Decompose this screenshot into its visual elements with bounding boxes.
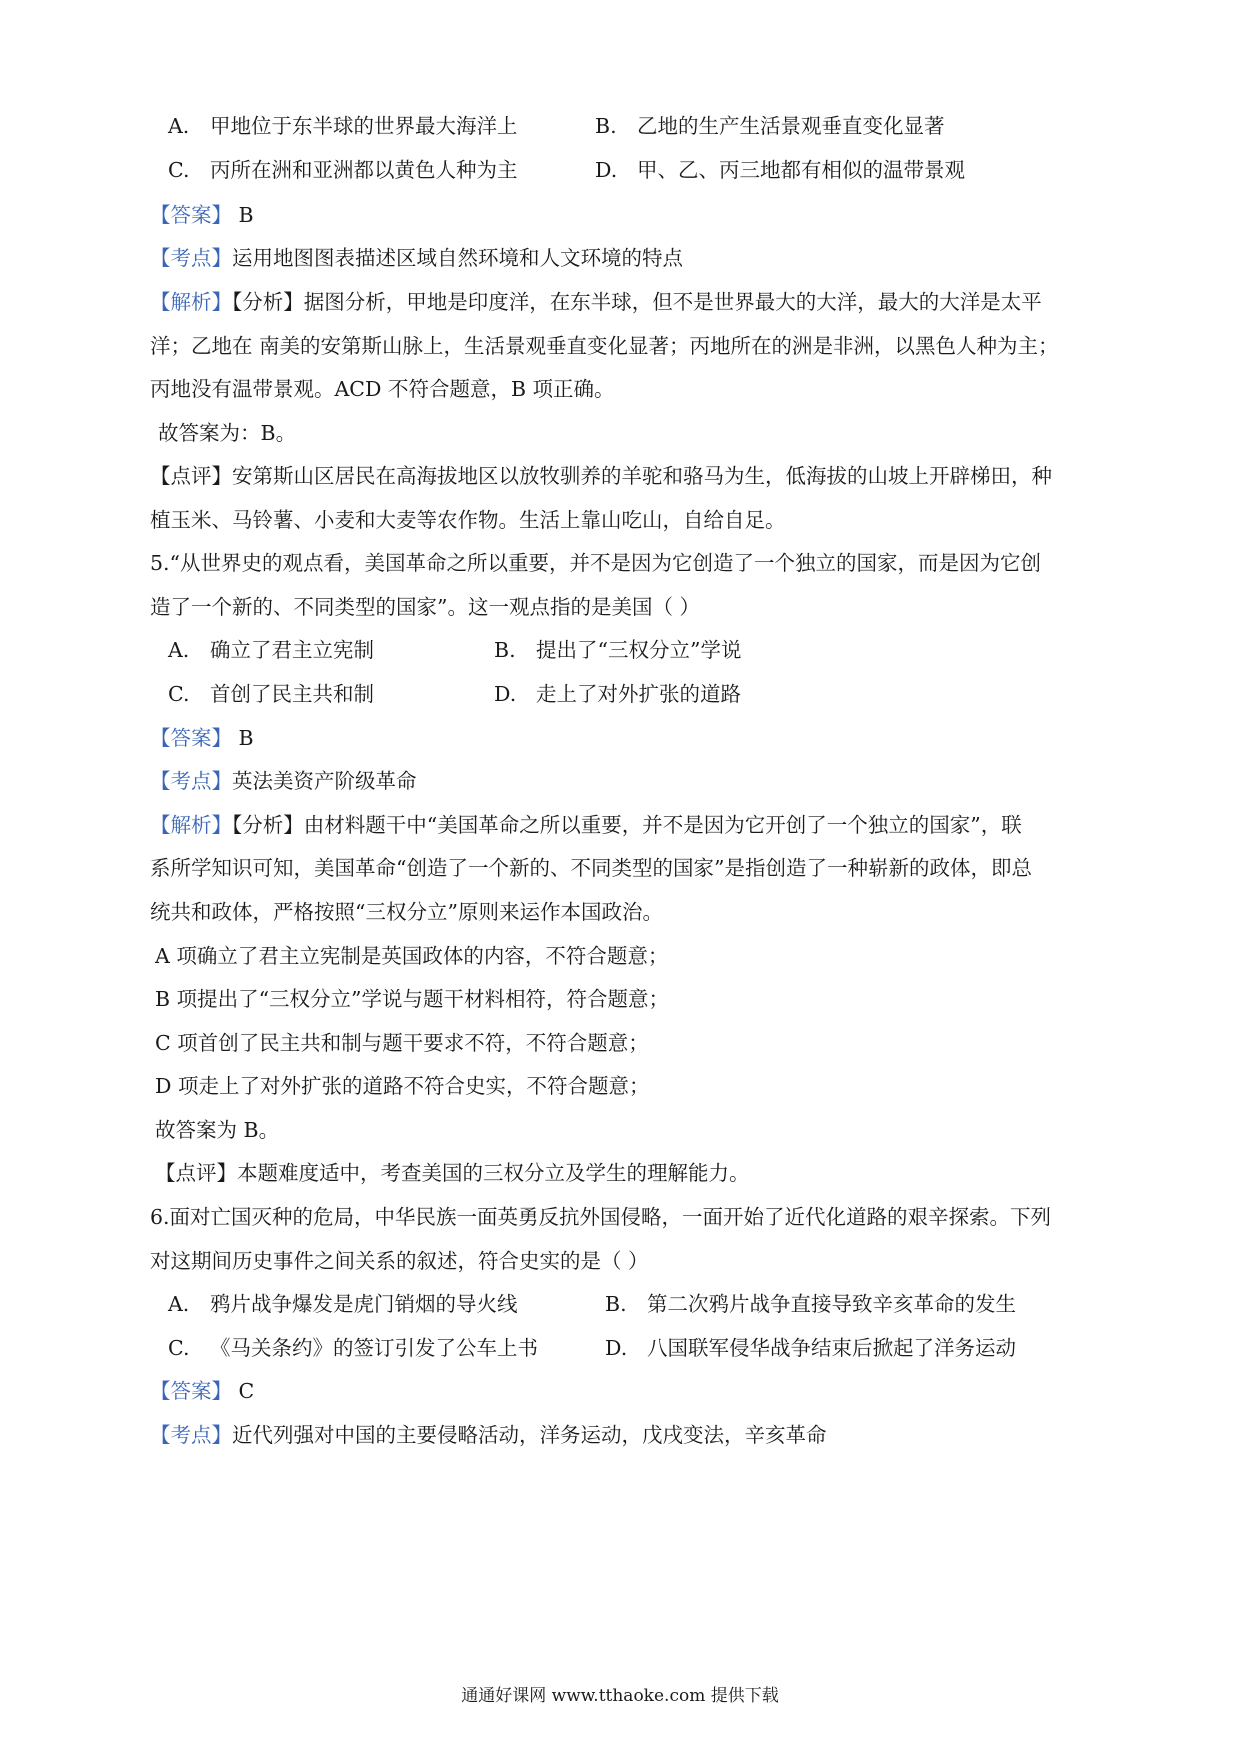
q4-option-a: A. 甲地位于东半球的世界最大海洋上 [168, 114, 518, 138]
q5-dianping: 【点评】本题难度适中，考查美国的三权分立及学生的理解能力。 [155, 1161, 750, 1185]
q6-kaodian: 【考点】近代列强对中国的主要侵略活动，洋务运动，戊戌变法，辛亥革命 [150, 1423, 827, 1447]
q5-jiexi-line-3: 统共和政体，严格按照“三权分立”原则来运作本国政治。 [150, 900, 663, 924]
q5-stem-line-2: 造了一个新的、不同类型的国家”。这一观点指的是美国（ ） [150, 595, 700, 619]
q5-answer: 【答案】 B [150, 726, 254, 750]
q5-option-d: D. 走上了对外扩张的道路 [494, 682, 741, 706]
q5-item-b: B 项提出了“三权分立”学说与题干材料相符，符合题意； [155, 987, 670, 1011]
q5-jiexi-line-1: 【解析】【分析】由材料题干中“美国革命之所以重要，并不是因为它开创了一个独立的国家”，联 [150, 813, 1022, 837]
q4-jiexi-line-2: 洋；乙地在 南美的安第斯山脉上，生活景观垂直变化显著；丙地所在的洲是非洲，以黑色人种为主； [150, 334, 1059, 358]
q5-kaodian: 【考点】英法美资产阶级革命 [150, 769, 417, 793]
q6-stem-line-2: 对这期间历史事件之间关系的叙述，符合史实的是（ ） [150, 1249, 649, 1273]
q5-stem-line-1: 5.“从世界史的观点看，美国革命之所以重要，并不是因为它创造了一个独立的国家，而是因为它创 [150, 551, 1042, 575]
q5-option-c: C. 首创了民主共和制 [168, 682, 374, 706]
q4-option-c: C. 丙所在洲和亚洲都以黄色人种为主 [168, 158, 518, 182]
q4-jiexi-line-1: 【解析】【分析】据图分析，甲地是印度洋，在东半球，但不是世界最大的大洋，最大的大洋是太平 [150, 290, 1042, 314]
q6-answer: 【答案】 C [150, 1379, 255, 1403]
q5-conclusion: 故答案为 B。 [155, 1118, 280, 1142]
q6-option-a: A. 鸦片战争爆发是虎门销烟的导火线 [168, 1292, 518, 1316]
q4-conclusion: 故答案为：B。 [158, 421, 297, 445]
q6-stem-line-1: 6.面对亡国灭种的危局，中华民族一面英勇反抗外国侵略，一面开始了近代化道路的艰辛探索。下列 [150, 1205, 1052, 1229]
q4-option-d: D. 甲、乙、丙三地都有相似的温带景观 [595, 158, 965, 182]
q5-item-a: A 项确立了君主立宪制是英国政体的内容，不符合题意； [155, 944, 669, 968]
q6-option-d: D. 八国联军侵华战争结束后掀起了洋务运动 [605, 1336, 1016, 1360]
q5-item-d: D 项走上了对外扩张的道路不符合史实，不符合题意； [155, 1074, 650, 1098]
q5-option-a: A. 确立了君主立宪制 [168, 638, 374, 662]
q4-option-b: B. 乙地的生产生活景观垂直变化显著 [595, 114, 945, 138]
q4-dianping-line-2: 植玉米、马铃薯、小麦和大麦等农作物。生活上靠山吃山，自给自足。 [150, 508, 786, 532]
q4-dianping-line-1: 【点评】安第斯山区居民在高海拔地区以放牧驯养的羊驼和骆马为生，低海拔的山坡上开辟梯田，种 [150, 464, 1052, 488]
q5-option-b: B. 提出了“三权分立”学说 [494, 638, 742, 662]
q5-jiexi-line-2: 系所学知识可知，美国革命“创造了一个新的、不同类型的国家”是指创造了一种崭新的政体，即总 [150, 856, 1032, 880]
q4-answer: 【答案】 B [150, 203, 254, 227]
q5-item-c: C 项首创了民主共和制与题干要求不符，不符合题意； [155, 1031, 649, 1055]
q6-option-b: B. 第二次鸦片战争直接导致辛亥革命的发生 [605, 1292, 1016, 1316]
q4-jiexi-line-3: 丙地没有温带景观。ACD 不符合题意，B 项正确。 [150, 377, 615, 401]
page-footer: 通通好课网 www.tthaoke.com 提供下载 [461, 1686, 779, 1706]
q4-kaodian: 【考点】运用地图图表描述区域自然环境和人文环境的特点 [150, 246, 683, 270]
q6-option-c: C. 《马关条约》的签订引发了公车上书 [168, 1336, 538, 1360]
